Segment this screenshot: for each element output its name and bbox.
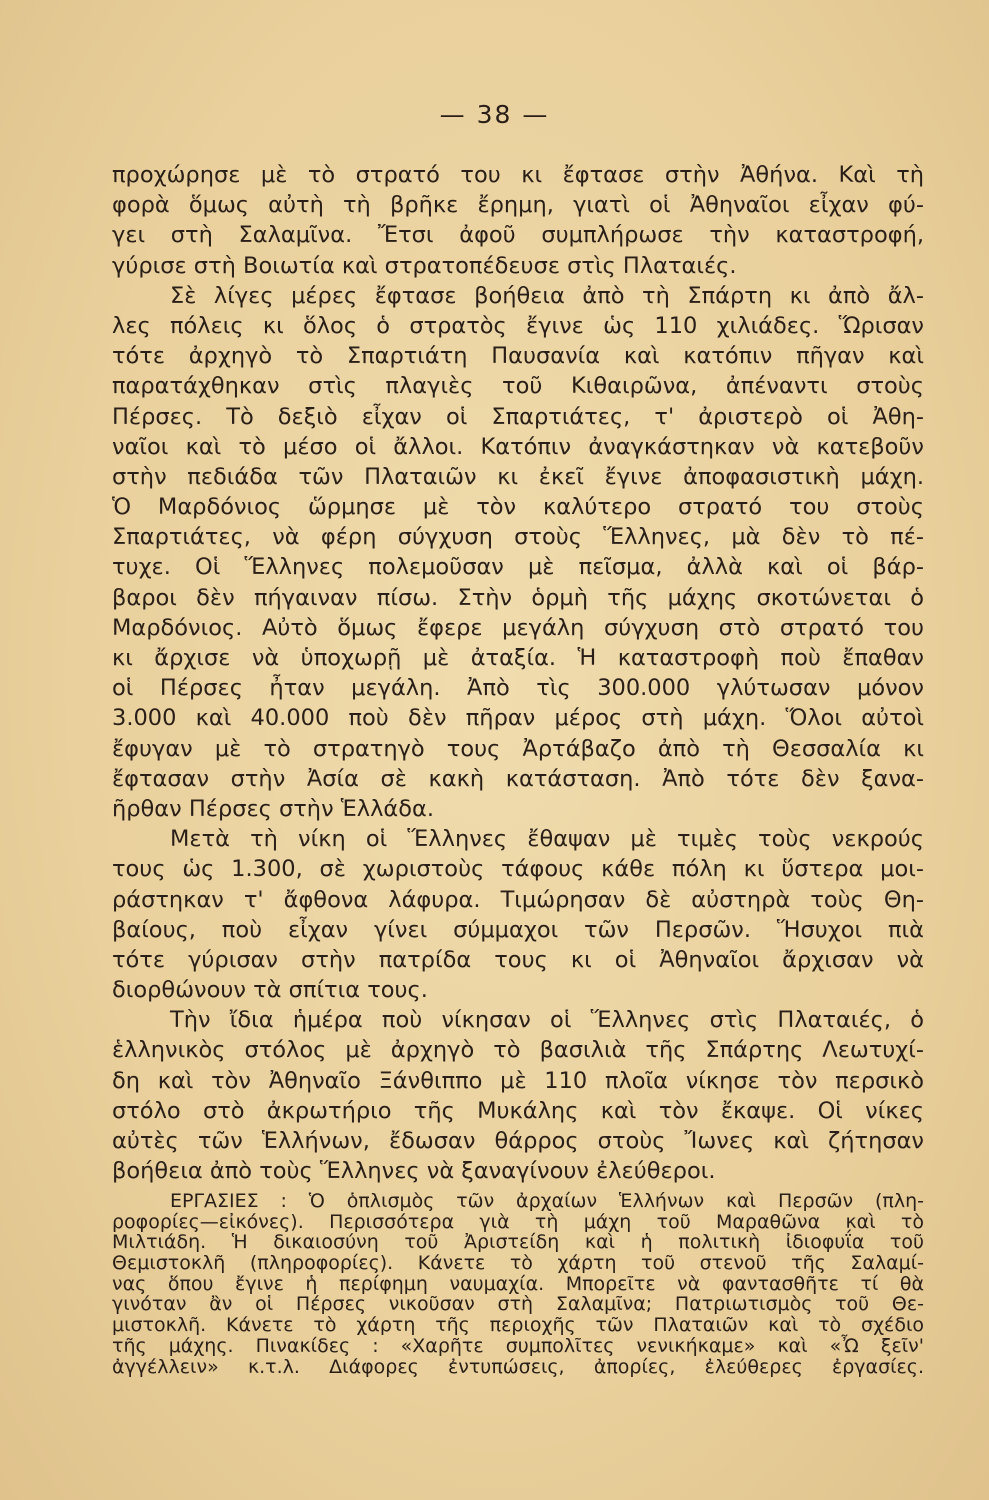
text-line: αὐτὲς τῶν Ἑλλήνων, ἔδωσαν θάρρος στοὺς Ἴωνες καὶ ζήτησαν [112,1128,924,1154]
text-line: ἔφτασαν στὴν Ἀσία σὲ κακὴ κατάσταση. Ἀπὸ τότε δὲν ξανα- [112,765,924,792]
text-line: τυχε. Οἱ Ἕλληνες πολεμοῦσαν μὲ πεῖσμα, ἀλλὰ καὶ οἱ βάρ- [112,554,924,581]
text-line: ἔφυγαν μὲ τὸ στρατηγὸ τους Ἀρτάβαζο ἀπὸ τὴ Θεσσαλία κι [112,735,924,762]
text-line: γει στὴ Σαλαμῖνα. Ἔτσι ἀφοῦ συμπλήρωσε τὴν καταστροφή, [112,222,924,249]
exercises-notes [112,1191,924,1377]
text-line: τότε ἀρχηγὸ τὸ Σπαρτιάτη Παυσανία καὶ κατόπιν πῆγαν καὶ [112,343,924,370]
text-line: τους ὡς 1.300, σὲ χωριστοὺς τάφους κάθε πόλη κι ὕστερα μοι- [112,856,924,883]
text-line: δη καὶ τὸν Ἀθηναῖο Ξάνθιππο μὲ 110 πλοῖα νίκησε τὸν περσικὸ [112,1067,924,1094]
text-line: Πέρσες. Τὸ δεξιὸ εἶχαν οἱ Σπαρτιάτες, τ' ἀριστερὸ οἱ Ἀθη- [112,403,924,430]
page-number: — 38 — [439,100,550,129]
text-line: Μαρδόνιος. Αὐτὸ ὅμως ἔφερε μεγάλη σύγχυση στὸ στρατό του [112,614,924,641]
text-line: τότε γύρισαν στὴν πατρίδα τους κι οἱ Ἀθηναῖοι ἄρχισαν νὰ [112,946,924,973]
body-text [112,160,924,1186]
notes-line: ροφορίες—εἰκόνες). Περισσότερα γιὰ τὴ μάχη τοῦ Μαραθῶνα καὶ τὸ [112,1210,924,1233]
text-line: προχώρησε μὲ τὸ στρατό του κι ἔφτασε στὴν Ἀθήνα. Καὶ τὴ [112,162,924,188]
text-line: διορθώνουν τὰ σπίτια τους. [112,977,428,1004]
text-line: στόλο στὸ ἀκρωτήριο τῆς Μυκάλης καὶ τὸν ἔκαψε. Οἱ νίκες [112,1097,924,1124]
notes-line: μιστοκλῆ. Κάνετε τὸ χάρτη τῆς περιοχῆς τῶν Πλαταιῶν καὶ τὸ σχέδιο [112,1314,924,1337]
text-line: στὴν πεδιάδα τῶν Πλαταιῶν κι ἐκεῖ ἔγινε ἀποφασιστικὴ μάχη. [112,463,924,490]
notes-line: νας ὅπου ἔγινε ἡ περίφημη ναυμαχία. Μπορεῖτε νὰ φαντασθῆτε τί θὰ [112,1272,924,1295]
text-line: γύρισε στὴ Βοιωτία καὶ στρατοπέδευσε στὶς Πλαταιές. [112,252,737,279]
text-line: Ὁ Μαρδόνιος ὥρμησε μὲ τὸν καλύτερο στρατό του στοὺς [112,494,924,521]
text-line: ῆρθαν Πέρσες στὴν Ἑλλάδα. [112,795,434,822]
text-line: Σὲ λίγες μέρες ἔφτασε βοήθεια ἀπὸ τὴ Σπάρτη κι ἀπὸ ἄλ- [170,282,924,309]
text-line: 3.000 καὶ 40.000 ποὺ δὲν πῆραν μέρος στὴ μάχη. Ὅλοι αὐτοὶ [112,705,924,732]
notes-line: ἀγγέλλειν» κ.τ.λ. Διάφορες ἐντυπώσεις, ἀπορίες, ἐλεύθερες ἐργασίες. [112,1355,924,1378]
text-line: ἑλληνικὸς στόλος μὲ ἀρχηγὸ τὸ βασιλιὰ τῆς Σπάρτης Λεωτυχί- [112,1037,924,1064]
notes-line: Θεμιστοκλῆ (πληροφορίες). Κάνετε τὸ χάρτη τοῦ στενοῦ τῆς Σαλαμί- [112,1252,924,1275]
notes-line: ΕΡΓΑΣΙΕΣ : Ὁ ὁπλισμὸς τῶν ἀρχαίων Ἑλλήνων καὶ Περσῶν (πλη- [170,1190,924,1212]
text-line: κι ἄρχισε νὰ ὑποχωρῇ μὲ ἀταξία. Ἡ καταστροφὴ ποὺ ἔπαθαν [112,645,924,671]
text-line: Μετὰ τὴ νίκη οἱ Ἕλληνες ἔθαψαν μὲ τιμὲς τοὺς νεκρούς [170,826,924,853]
text-line: λες πόλεις κι ὅλος ὁ στρατὸς ἔγινε ὡς 110 χιλιάδες. Ὥρισαν [112,312,924,339]
text-line: βαροι δὲν πήγαιναν πίσω. Στὴν ὁρμὴ τῆς μάχης σκοτώνεται ὁ [112,584,924,611]
text-line: Τὴν ἴδια ἡμέρα ποὺ νίκησαν οἱ Ἕλληνες στὶς Πλαταιές, ὁ [170,1007,924,1034]
notes-line: τῆς μάχης. Πινακίδες : «Χαρῆτε συμπολῖτες νενικήκαμε» καὶ «Ὦ ξεῖν' [112,1334,924,1357]
text-line: βαίους, ποὺ εἶχαν γίνει σύμμαχοι τῶν Περσῶν. Ἥσυχοι πιὰ [112,916,924,943]
text-line: φορὰ ὅμως αὐτὴ τὴ βρῆκε ἔρημη, γιατὶ οἱ Ἀθηναῖοι εἶχαν φύ- [112,192,924,219]
text-line: Σπαρτιάτες, νὰ φέρη σύγχυση στοὺς Ἕλληνες, μὰ δὲν τὸ πέ- [112,524,924,551]
text-line: βοήθεια ἀπὸ τοὺς Ἕλληνες νὰ ξαναγίνουν ἐλεύθεροι. [112,1158,716,1185]
notes-line: γινόταν ἂν οἱ Πέρσες νικοῦσαν στὴ Σαλαμῖνα; Πατριωτισμὸς τοῦ Θε- [112,1293,924,1316]
text-line: οἱ Πέρσες ἦταν μεγάλη. Ἀπὸ τὶς 300.000 γλύτωσαν μόνον [112,675,924,702]
text-line: ναῖοι καὶ τὸ μέσο οἱ ἄλλοι. Κατόπιν ἀναγκάστηκαν νὰ κατεβοῦν [112,433,924,460]
text-line: παρατάχθηκαν στὶς πλαγιὲς τοῦ Κιθαιρῶνα, ἀπέναντι στοὺς [112,373,924,400]
text-line: ράστηκαν τ' ἄφθονα λάφυρα. Τιμώρησαν δὲ αὐστηρὰ τοὺς Θη- [112,886,924,913]
notes-line: Μιλτιάδη. Ἡ δικαιοσύνη τοῦ Ἀριστείδη καὶ ἡ πολιτικὴ ἰδιοφυΐα τοῦ [112,1231,924,1254]
